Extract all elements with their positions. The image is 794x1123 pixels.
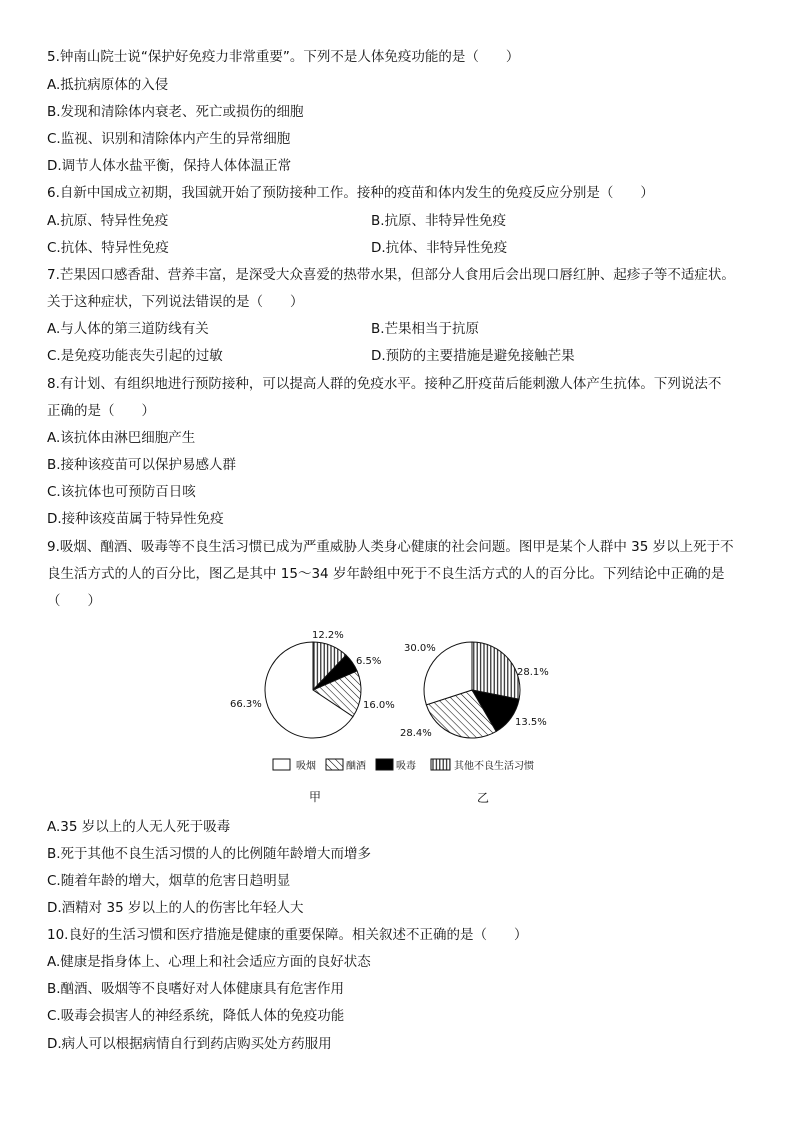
q6-option-a: A.抗原、特异性免疫 <box>47 213 169 229</box>
pie-label-drugs: 6.5% <box>356 656 382 667</box>
pie-chart-jia <box>230 630 395 738</box>
legend-swatch-smoking <box>273 759 290 770</box>
q7-stem-line1: 7.芒果因口感香甜、营养丰富，是深受大众喜爱的热带水果，但部分人食用后会出现口唇红肿、起疹子等不适症状。 <box>47 267 735 283</box>
q9-option-a: A.35 岁以上的人无人死于吸毒 <box>47 819 231 835</box>
q9-stem-line1: 9.吸烟、酗酒、吸毒等不良生活习惯已成为严重威胁人类身心健康的社会问题。图甲是某个人群中 35 岁以上死于不 <box>47 539 734 555</box>
q9-stem-line2: 良生活方式的人的百分比，图乙是其中 15～34 岁年龄组中死于不良生活方式的人的百分比。下列结论中正确的是 <box>47 566 725 582</box>
q5-stem: 5.钟南山院士说“保护好免疫力非常重要”。下列不是人体免疫功能的是（ ） <box>47 49 520 65</box>
q6-option-b: B.抗原、非特异性免疫 <box>371 213 507 229</box>
q7-option-d: D.预防的主要措施是避免接触芒果 <box>371 348 575 364</box>
q8-option-c: C.该抗体也可预防百日咳 <box>47 484 196 500</box>
pie-label-drinking: 28.4% <box>400 728 432 739</box>
chart-legend <box>273 759 534 772</box>
legend-label-smoking: 吸烟 <box>296 761 316 772</box>
q5-option-d: D.调节人体水盐平衡，保持人体体温正常 <box>47 158 292 174</box>
q10-option-b: B.酗酒、吸烟等不良嗜好对人体健康具有危害作用 <box>47 981 345 997</box>
pie-label-smoking: 30.0% <box>404 643 436 654</box>
q10-option-c: C.吸毒会损害人的神经系统，降低人体的免疫功能 <box>47 1008 345 1024</box>
q5-option-a: A.抵抗病原体的入侵 <box>47 77 169 93</box>
pie-label-other: 28.1% <box>517 667 549 678</box>
q9-stem-line3: （ ） <box>47 593 101 609</box>
legend-swatch-drugs <box>376 759 393 770</box>
q10-option-d: D.病人可以根据病情自行到药店购买处方药服用 <box>47 1036 332 1052</box>
q8-stem-line1: 8.有计划、有组织地进行预防接种，可以提高人群的免疫水平。接种乙肝疫苗后能刺激人体产生抗体。下列说法不 <box>47 376 722 392</box>
pie-label-other: 12.2% <box>312 630 344 641</box>
legend-label-other: 其他不良生活习惯 <box>454 761 534 772</box>
q5-option-b: B.发现和清除体内衰老、死亡或损伤的细胞 <box>47 104 304 120</box>
q10-option-a: A.健康是指身体上、心理上和社会适应方面的良好状态 <box>47 954 371 970</box>
legend-label-drinking: 酗酒 <box>346 761 366 772</box>
q7-stem-line2: 关于这种症状，下列说法错误的是（ ） <box>47 294 304 310</box>
caption-yi: 乙 <box>477 791 490 805</box>
q8-option-d: D.接种该疫苗属于特异性免疫 <box>47 511 224 527</box>
pie-slice-other <box>472 642 520 699</box>
q7-option-c: C.是免疫功能丧失引起的过敏 <box>47 348 223 364</box>
legend-label-drugs: 吸毒 <box>396 761 416 772</box>
legend-swatch-drinking <box>326 759 343 770</box>
legend-swatch-other <box>431 759 450 770</box>
q9-option-b: B.死于其他不良生活习惯的人的比例随年龄增大而增多 <box>47 846 372 862</box>
q5-option-c: C.监视、识别和清除体内产生的异常细胞 <box>47 131 291 147</box>
pie-chart-yi <box>400 642 549 739</box>
q7-option-b: B.芒果相当于抗原 <box>371 321 480 337</box>
q6-stem: 6.自新中国成立初期，我国就开始了预防接种工作。接种的疫苗和体内发生的免疫反应分别是（ ） <box>47 185 654 201</box>
q9-option-d: D.酒精对 35 岁以上的人的伤害比年轻人大 <box>47 900 304 916</box>
q8-option-a: A.该抗体由淋巴细胞产生 <box>47 430 196 446</box>
q10-stem: 10.良好的生活习惯和医疗措施是健康的重要保障。相关叙述不正确的是（ ） <box>47 927 528 943</box>
q7-option-a: A.与人体的第三道防线有关 <box>47 321 209 337</box>
q8-stem-line2: 正确的是（ ） <box>47 403 155 419</box>
q9-option-c: C.随着年龄的增大，烟草的危害日趋明显 <box>47 873 291 889</box>
q8-option-b: B.接种该疫苗可以保护易感人群 <box>47 457 237 473</box>
pie-label-drinking: 16.0% <box>363 700 395 711</box>
q6-option-c: C.抗体、特异性免疫 <box>47 240 169 256</box>
pie-label-drugs: 13.5% <box>515 717 547 728</box>
q6-option-d: D.抗体、非特异性免疫 <box>371 240 508 256</box>
caption-jia: 甲 <box>309 790 322 804</box>
pie-label-smoking: 66.3% <box>230 699 262 710</box>
